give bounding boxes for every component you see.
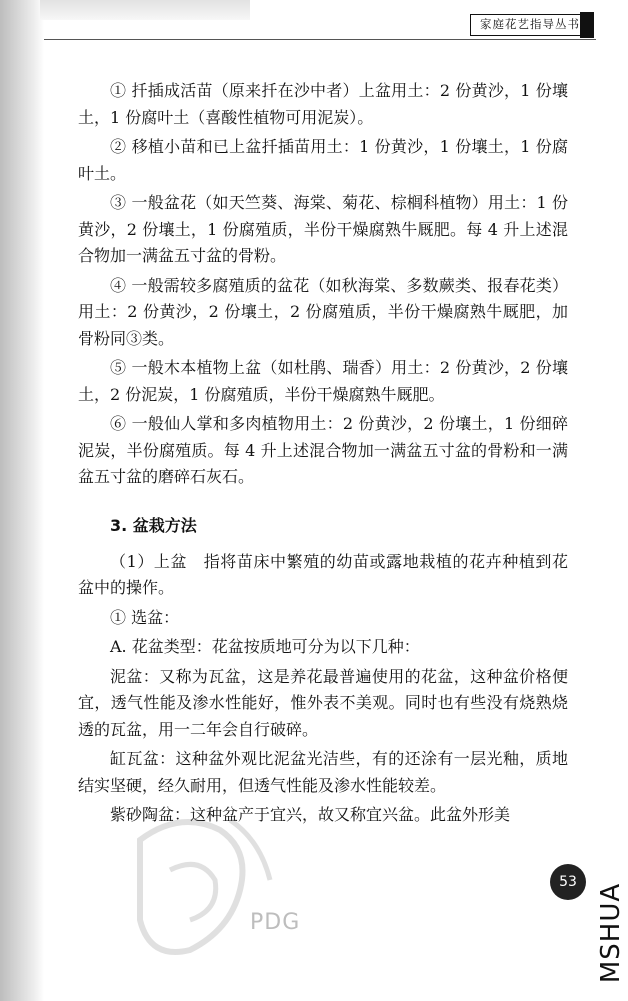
page-body xyxy=(78,78,568,832)
paragraph: ① 扦插成活苗（原来扦在沙中者）上盆用土：2 份黄沙，1 份壤土，1 份腐叶土（喜酸性植物可用泥炭）。 xyxy=(78,81,568,127)
paragraph: 泥盆：又称为瓦盆，这是养花最普遍使用的花盆，这种盆价格便宜，透气性能及渗水性能好，惟外表不美观。同时也有些没有烧熟烧透的瓦盆，用一二年会自行破碎。 xyxy=(78,666,568,739)
header-marker-block xyxy=(580,12,594,38)
side-brand-watermark xyxy=(596,870,626,995)
paragraph: 缸瓦盆：这种盆外观比泥盆光洁些，有的还涂有一层光釉，质地结实坚硬，经久耐用，但透气性能及渗水性能较差。 xyxy=(78,749,568,795)
side-brand-text: MSHUA xyxy=(596,882,626,983)
pdg-watermark: PDG xyxy=(250,910,301,935)
page-edge-shadow xyxy=(0,0,44,1001)
scan-smudge xyxy=(40,0,250,20)
paragraph: ④ 一般需较多腐殖质的盆花（如秋海棠、多数蕨类、报春花类）用土：2 份黄沙，2 份壤土，2 份腐殖质，半份干燥腐熟牛厩肥，加骨粉同③类。 xyxy=(78,275,568,348)
paragraph: ⑥ 一般仙人掌和多肉植物用土：2 份黄沙，2 份壤土，1 份细碎泥炭，半份腐殖质。每 4 升上述混合物加一满盆五寸盆的骨粉和一满盆五寸盆的磨碎石灰石。 xyxy=(78,414,568,486)
paragraph: （1）上盆 指将苗床中繁殖的幼苗或露地栽植的花卉种植到花盆中的操作。 xyxy=(78,551,568,597)
paragraph: 紫砂陶盆：这种盆产于宜兴，故又称宜兴盆。此盆外形美 xyxy=(110,805,511,824)
series-header: 家庭花艺指导丛书 xyxy=(470,14,590,36)
page-number: 53 xyxy=(550,864,586,900)
paragraph: ② 移植小苗和已上盆扦插苗用土：1 份黄沙，1 份壤土，1 份腐叶土。 xyxy=(78,137,568,183)
seal-watermark-icon xyxy=(120,800,280,970)
paragraph: ③ 一般盆花（如天竺葵、海棠、菊花、棕榈科植物）用土：1 份黄沙，2 份壤土，1 份腐殖质，半份干燥腐熟牛厩肥。每 4 升上述混合物加一满盆五寸盆的骨粉。 xyxy=(78,193,568,265)
paragraph: ⑤ 一般木本植物上盆（如杜鹃、瑞香）用土：2 份黄沙，2 份壤土，2 份泥炭，1 份腐殖质，半份干燥腐熟牛厩肥。 xyxy=(78,358,568,404)
section-heading: 3. 盆栽方法 xyxy=(110,515,197,535)
paragraph: A. 花盆类型：花盆按质地可分为以下几种： xyxy=(110,637,420,656)
header-rule xyxy=(44,39,596,40)
paragraph: ① 选盆： xyxy=(110,607,180,627)
